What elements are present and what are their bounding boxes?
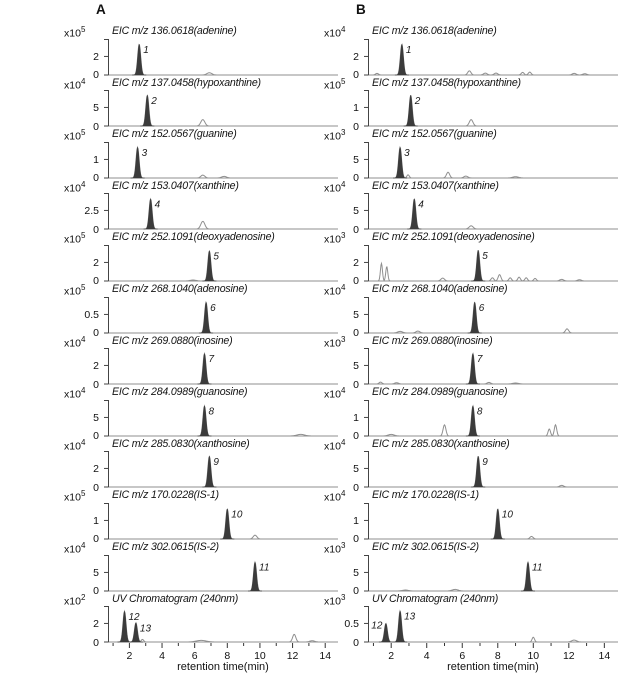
panel-label-b: B bbox=[356, 2, 366, 17]
row-title: EIC m/z 268.1040(adenosine) bbox=[112, 283, 248, 295]
y-scale-label bbox=[64, 128, 85, 143]
chromatogram-trace bbox=[368, 562, 618, 591]
row-title: EIC m/z 137.0458(hypoxanthine) bbox=[112, 76, 261, 89]
trace-plot bbox=[108, 399, 338, 437]
y-zero-tick-label: 0 bbox=[93, 275, 99, 288]
y-scale-exponent: 4 bbox=[340, 437, 346, 447]
y-scale-base: x10 bbox=[64, 440, 81, 453]
y-scale-exponent: 4 bbox=[340, 179, 346, 189]
y-scale-exponent: 5 bbox=[340, 76, 346, 86]
chromatogram-row bbox=[62, 437, 338, 494]
y-scale-label bbox=[324, 25, 345, 40]
y-mid-tick-label: 5 bbox=[353, 153, 359, 166]
trace-plot bbox=[368, 244, 618, 282]
peak-number-label: 3 bbox=[141, 147, 148, 159]
y-scale-exponent: 5 bbox=[80, 231, 86, 241]
y-scale-label bbox=[64, 335, 85, 350]
y-mid-tick-label: 2 bbox=[93, 463, 99, 476]
chromatogram-row bbox=[62, 76, 338, 133]
peak-number-label: 13 bbox=[139, 623, 152, 635]
y-scale-label bbox=[324, 77, 345, 92]
peak-number-label: 11 bbox=[259, 562, 270, 574]
y-scale-label bbox=[64, 489, 85, 504]
y-scale-base: x10 bbox=[64, 285, 81, 298]
chromatogram-row bbox=[322, 127, 618, 185]
y-zero-tick-label: 0 bbox=[93, 223, 99, 236]
y-mid-tick-label: 0.5 bbox=[344, 618, 359, 631]
chromatogram-trace bbox=[368, 302, 618, 332]
chromatogram-trace bbox=[108, 354, 338, 384]
trace-plot bbox=[368, 554, 618, 592]
y-zero-tick-label: 0 bbox=[353, 533, 359, 546]
y-zero-tick-label: 0 bbox=[93, 172, 99, 185]
row-title: UV Chromatogram (240nm) bbox=[372, 592, 499, 605]
y-mid-tick-label: 1 bbox=[93, 153, 99, 166]
peak-number-label: 10 bbox=[501, 509, 513, 521]
y-scale-label bbox=[324, 541, 345, 556]
y-scale-label bbox=[64, 180, 85, 195]
chromatogram-row bbox=[62, 179, 338, 236]
y-scale-exponent: 4 bbox=[80, 541, 86, 550]
row-title: EIC m/z 302.0615(IS-2) bbox=[372, 541, 479, 553]
y-zero-tick-label: 0 bbox=[93, 585, 99, 598]
chromatogram-row bbox=[62, 540, 338, 598]
chromatogram-row bbox=[322, 179, 618, 236]
peak-number-label: 12 bbox=[128, 611, 140, 623]
y-mid-tick-label: 1 bbox=[353, 102, 359, 115]
x-tick-label: 6 bbox=[191, 650, 198, 663]
y-scale-label bbox=[64, 25, 85, 40]
y-mid-tick-label: 2 bbox=[93, 50, 99, 63]
chromatogram-row bbox=[62, 592, 338, 649]
y-scale-base: x10 bbox=[64, 388, 81, 401]
trace-plot bbox=[368, 192, 618, 230]
y-scale-base: x10 bbox=[324, 130, 341, 143]
peak-number-label: 9 bbox=[482, 457, 488, 469]
row-title: EIC m/z 269.0880(inosine) bbox=[112, 334, 233, 347]
y-zero-tick-label: 0 bbox=[93, 69, 99, 82]
chromatogram-trace bbox=[368, 251, 618, 281]
y-zero-tick-label: 0 bbox=[353, 636, 359, 649]
peak-number-label: 12 bbox=[371, 620, 383, 632]
row-title: EIC m/z 137.0458(hypoxanthine) bbox=[372, 76, 521, 89]
x-axis-title: retention time(min) bbox=[447, 661, 539, 674]
peak-number-label: 9 bbox=[213, 457, 219, 469]
trace-plot bbox=[368, 296, 618, 334]
x-tick-label: 12 bbox=[286, 650, 299, 663]
y-scale-label bbox=[64, 231, 85, 246]
x-tick-label: 2 bbox=[126, 650, 133, 663]
panel-label-a: A bbox=[96, 2, 106, 17]
y-zero-tick-label: 0 bbox=[353, 378, 359, 391]
y-scale-base: x10 bbox=[64, 595, 81, 608]
chromatogram-trace bbox=[108, 302, 338, 333]
y-scale-exponent: 2 bbox=[80, 592, 86, 602]
trace-plot bbox=[368, 141, 618, 179]
y-mid-tick-label: 1 bbox=[353, 411, 359, 424]
trace-plot bbox=[368, 450, 618, 488]
y-scale-base: x10 bbox=[324, 27, 341, 40]
y-scale-exponent: 3 bbox=[340, 334, 346, 344]
peak-number-label: 7 bbox=[208, 354, 215, 366]
y-scale-label bbox=[324, 128, 345, 143]
y-scale-label bbox=[64, 77, 85, 92]
chromatogram-trace bbox=[368, 200, 618, 230]
y-mid-tick-label: 5 bbox=[353, 205, 359, 218]
peak-number-label: 8 bbox=[476, 406, 483, 418]
trace-plot bbox=[108, 38, 338, 76]
y-scale-exponent: 5 bbox=[80, 128, 86, 138]
peak-number-label: 4 bbox=[154, 199, 161, 211]
y-mid-tick-label: 5 bbox=[93, 102, 99, 115]
y-mid-tick-label: 0.5 bbox=[84, 308, 99, 321]
chromatogram-trace bbox=[108, 509, 338, 539]
y-mid-tick-label: 5 bbox=[353, 360, 359, 373]
chromatogram-row bbox=[322, 488, 618, 546]
row-title: EIC m/z 302.0615(IS-2) bbox=[112, 541, 219, 553]
chromatogram-row bbox=[322, 76, 618, 133]
chromatogram-trace bbox=[368, 354, 618, 384]
row-title: UV Chromatogram (240nm) bbox=[112, 592, 239, 605]
trace-plot bbox=[368, 89, 618, 127]
y-scale-exponent: 4 bbox=[340, 386, 346, 396]
trace-plot bbox=[108, 554, 338, 592]
trace-plot bbox=[368, 605, 618, 643]
y-zero-tick-label: 0 bbox=[353, 585, 359, 598]
peak-number-label: 1 bbox=[143, 44, 149, 56]
row-title: EIC m/z 170.0228(IS-1) bbox=[372, 489, 479, 502]
chromatogram-trace bbox=[108, 96, 338, 127]
y-zero-tick-label: 0 bbox=[93, 533, 99, 546]
y-scale-exponent: 4 bbox=[80, 334, 86, 344]
chromatogram-row bbox=[62, 24, 338, 82]
y-scale-exponent: 4 bbox=[80, 76, 86, 86]
panel-a bbox=[62, 0, 338, 688]
y-scale-base: x10 bbox=[324, 182, 341, 195]
row-title: EIC m/z 153.0407(xanthine) bbox=[372, 179, 499, 192]
x-tick-label: 12 bbox=[562, 650, 575, 663]
y-scale-exponent: 3 bbox=[340, 231, 346, 241]
y-mid-tick-label: 2 bbox=[353, 50, 359, 63]
row-title: EIC m/z 152.0567(guanine) bbox=[372, 128, 497, 141]
y-scale-exponent: 4 bbox=[340, 283, 346, 292]
peak-number-label: 4 bbox=[418, 199, 424, 211]
y-scale-exponent: 5 bbox=[80, 25, 86, 34]
chromatogram-trace bbox=[108, 406, 338, 436]
y-scale-label bbox=[324, 283, 345, 298]
row-title: EIC m/z 284.0989(guanosine) bbox=[372, 386, 508, 399]
y-mid-tick-label: 5 bbox=[353, 566, 359, 579]
x-tick-label: 8 bbox=[494, 650, 501, 663]
chromatogram-row bbox=[322, 24, 618, 82]
y-scale-base: x10 bbox=[64, 130, 81, 143]
y-zero-tick-label: 0 bbox=[353, 120, 359, 133]
chromatogram-trace bbox=[368, 509, 618, 539]
y-scale-label bbox=[64, 593, 85, 608]
y-zero-tick-label: 0 bbox=[93, 378, 99, 391]
chromatogram-row bbox=[62, 282, 338, 340]
trace-plot bbox=[108, 141, 338, 179]
y-scale-exponent: 4 bbox=[80, 386, 86, 396]
y-scale-base: x10 bbox=[64, 27, 81, 40]
y-scale-exponent: 4 bbox=[80, 437, 86, 447]
x-tick-label: 8 bbox=[224, 650, 231, 663]
x-axis-title: retention time(min) bbox=[177, 661, 269, 674]
y-scale-base: x10 bbox=[64, 543, 81, 556]
x-tick-label: 2 bbox=[388, 650, 395, 663]
peak-number-label: 8 bbox=[208, 406, 215, 418]
row-title: EIC m/z 252.1091(deoxyadenosine) bbox=[112, 231, 275, 244]
x-tick-label: 4 bbox=[423, 650, 430, 663]
y-mid-tick-label: 2 bbox=[93, 618, 99, 631]
chromatogram-row bbox=[322, 540, 618, 598]
peak-number-label: 6 bbox=[478, 302, 485, 314]
trace-plot bbox=[108, 605, 338, 643]
y-scale-base: x10 bbox=[64, 182, 81, 195]
x-tick-label: 6 bbox=[459, 650, 466, 663]
y-scale-label bbox=[64, 438, 85, 453]
y-scale-base: x10 bbox=[324, 388, 341, 401]
peak-number-label: 3 bbox=[404, 147, 410, 159]
trace-plot bbox=[108, 296, 338, 334]
chromatogram-trace bbox=[108, 199, 338, 229]
y-scale-exponent: 5 bbox=[80, 283, 86, 292]
chromatogram-row bbox=[322, 230, 618, 288]
y-scale-exponent: 5 bbox=[80, 489, 86, 499]
trace-plot bbox=[108, 89, 338, 127]
row-title: EIC m/z 136.0618(adenine) bbox=[372, 25, 497, 37]
peak-number-label: 10 bbox=[231, 509, 243, 521]
y-mid-tick-label: 2 bbox=[353, 256, 359, 269]
peak-number-label: 2 bbox=[151, 95, 157, 107]
row-title: EIC m/z 269.0880(inosine) bbox=[372, 334, 493, 347]
y-zero-tick-label: 0 bbox=[353, 275, 359, 288]
y-scale-exponent: 4 bbox=[80, 179, 86, 189]
y-mid-tick-label: 2 bbox=[93, 256, 99, 269]
chromatogram-trace bbox=[108, 457, 338, 488]
y-scale-base: x10 bbox=[324, 79, 341, 92]
y-mid-tick-label: 5 bbox=[93, 411, 99, 424]
chromatogram-row bbox=[62, 334, 338, 391]
chromatogram-row bbox=[322, 437, 618, 494]
y-scale-base: x10 bbox=[324, 337, 341, 350]
y-scale-exponent: 4 bbox=[340, 25, 346, 34]
y-scale-label bbox=[64, 283, 85, 298]
y-scale-exponent: 4 bbox=[340, 489, 346, 499]
chromatogram-row bbox=[322, 592, 618, 649]
chromatogram-row bbox=[62, 230, 338, 288]
y-zero-tick-label: 0 bbox=[93, 327, 99, 340]
peak-number-label: 7 bbox=[476, 354, 483, 366]
chromatogram-row bbox=[322, 385, 618, 443]
y-scale-base: x10 bbox=[324, 595, 341, 608]
row-title: EIC m/z 136.0618(adenine) bbox=[112, 25, 237, 37]
y-scale-label bbox=[324, 489, 345, 504]
chromatogram-trace bbox=[368, 457, 618, 487]
row-title: EIC m/z 170.0228(IS-1) bbox=[112, 489, 219, 502]
y-zero-tick-label: 0 bbox=[353, 223, 359, 236]
y-zero-tick-label: 0 bbox=[353, 69, 359, 82]
peak-number-label: 2 bbox=[414, 95, 421, 107]
y-scale-base: x10 bbox=[324, 285, 341, 298]
row-title: EIC m/z 285.0830(xanthosine) bbox=[112, 437, 250, 450]
y-scale-label bbox=[324, 593, 345, 608]
chromatogram-row bbox=[62, 488, 338, 546]
peak-number-label: 5 bbox=[482, 250, 488, 262]
y-scale-base: x10 bbox=[64, 491, 81, 504]
y-scale-exponent: 3 bbox=[340, 541, 346, 550]
y-mid-tick-label: 5 bbox=[353, 463, 359, 476]
y-scale-base: x10 bbox=[64, 337, 81, 350]
y-zero-tick-label: 0 bbox=[353, 327, 359, 340]
x-tick-label: 14 bbox=[319, 650, 332, 663]
trace-plot bbox=[108, 450, 338, 488]
y-scale-label bbox=[324, 386, 345, 401]
y-scale-label bbox=[64, 541, 85, 556]
row-title: EIC m/z 285.0830(xanthosine) bbox=[372, 437, 510, 450]
trace-plot bbox=[368, 38, 618, 76]
x-tick-label: 10 bbox=[254, 650, 266, 663]
y-scale-base: x10 bbox=[64, 79, 81, 92]
trace-plot bbox=[108, 502, 338, 540]
chromatogram-trace bbox=[108, 251, 338, 281]
x-tick-label: 4 bbox=[159, 650, 165, 663]
peak-number-label: 6 bbox=[210, 302, 216, 314]
x-tick-label: 10 bbox=[527, 650, 540, 663]
chromatogram-row bbox=[322, 334, 618, 391]
y-mid-tick-label: 1 bbox=[93, 514, 99, 527]
row-title: EIC m/z 153.0407(xanthine) bbox=[112, 179, 239, 192]
chromatogram-row bbox=[322, 282, 618, 340]
chromatogram-trace bbox=[108, 562, 338, 591]
y-scale-label bbox=[324, 335, 345, 350]
y-scale-base: x10 bbox=[324, 440, 341, 453]
y-scale-base: x10 bbox=[324, 491, 341, 504]
y-scale-base: x10 bbox=[324, 543, 341, 556]
panel-b bbox=[322, 0, 618, 688]
y-zero-tick-label: 0 bbox=[93, 481, 99, 494]
chromatogram-trace bbox=[368, 406, 618, 436]
y-zero-tick-label: 0 bbox=[93, 120, 99, 133]
y-scale-label bbox=[324, 231, 345, 246]
y-scale-exponent: 3 bbox=[340, 128, 346, 138]
y-mid-tick-label: 5 bbox=[353, 308, 359, 321]
trace-plot bbox=[368, 399, 618, 437]
row-title: EIC m/z 152.0567(guanine) bbox=[112, 128, 237, 141]
peak-number-label: 1 bbox=[405, 44, 412, 56]
y-zero-tick-label: 0 bbox=[93, 636, 99, 649]
trace-plot bbox=[108, 347, 338, 385]
y-scale-base: x10 bbox=[64, 233, 81, 246]
chromatogram-row bbox=[62, 385, 338, 443]
row-title: EIC m/z 268.1040(adenosine) bbox=[372, 283, 508, 295]
trace-plot bbox=[108, 192, 338, 230]
y-zero-tick-label: 0 bbox=[353, 172, 359, 185]
peak-number-label: 13 bbox=[404, 611, 416, 623]
row-title: EIC m/z 252.1091(deoxyadenosine) bbox=[372, 231, 535, 244]
trace-plot bbox=[368, 347, 618, 385]
y-mid-tick-label: 5 bbox=[93, 566, 99, 579]
y-zero-tick-label: 0 bbox=[353, 430, 359, 443]
y-mid-tick-label: 2.5 bbox=[84, 205, 99, 218]
trace-plot bbox=[108, 244, 338, 282]
y-scale-base: x10 bbox=[324, 233, 341, 246]
y-scale-exponent: 3 bbox=[340, 592, 346, 602]
trace-plot bbox=[368, 502, 618, 540]
row-title: EIC m/z 284.0989(guanosine) bbox=[112, 386, 248, 399]
y-zero-tick-label: 0 bbox=[93, 430, 99, 443]
y-scale-label bbox=[64, 386, 85, 401]
peak-number-label: 11 bbox=[532, 562, 543, 574]
y-zero-tick-label: 0 bbox=[353, 481, 359, 494]
y-scale-label bbox=[324, 438, 345, 453]
y-scale-label bbox=[324, 180, 345, 195]
y-mid-tick-label: 2 bbox=[93, 360, 99, 373]
y-mid-tick-label: 1 bbox=[353, 514, 359, 527]
chromatogram-row bbox=[62, 127, 338, 185]
x-tick-label: 14 bbox=[598, 650, 611, 663]
chromatogram-trace bbox=[368, 96, 618, 126]
peak-number-label: 5 bbox=[213, 251, 219, 263]
